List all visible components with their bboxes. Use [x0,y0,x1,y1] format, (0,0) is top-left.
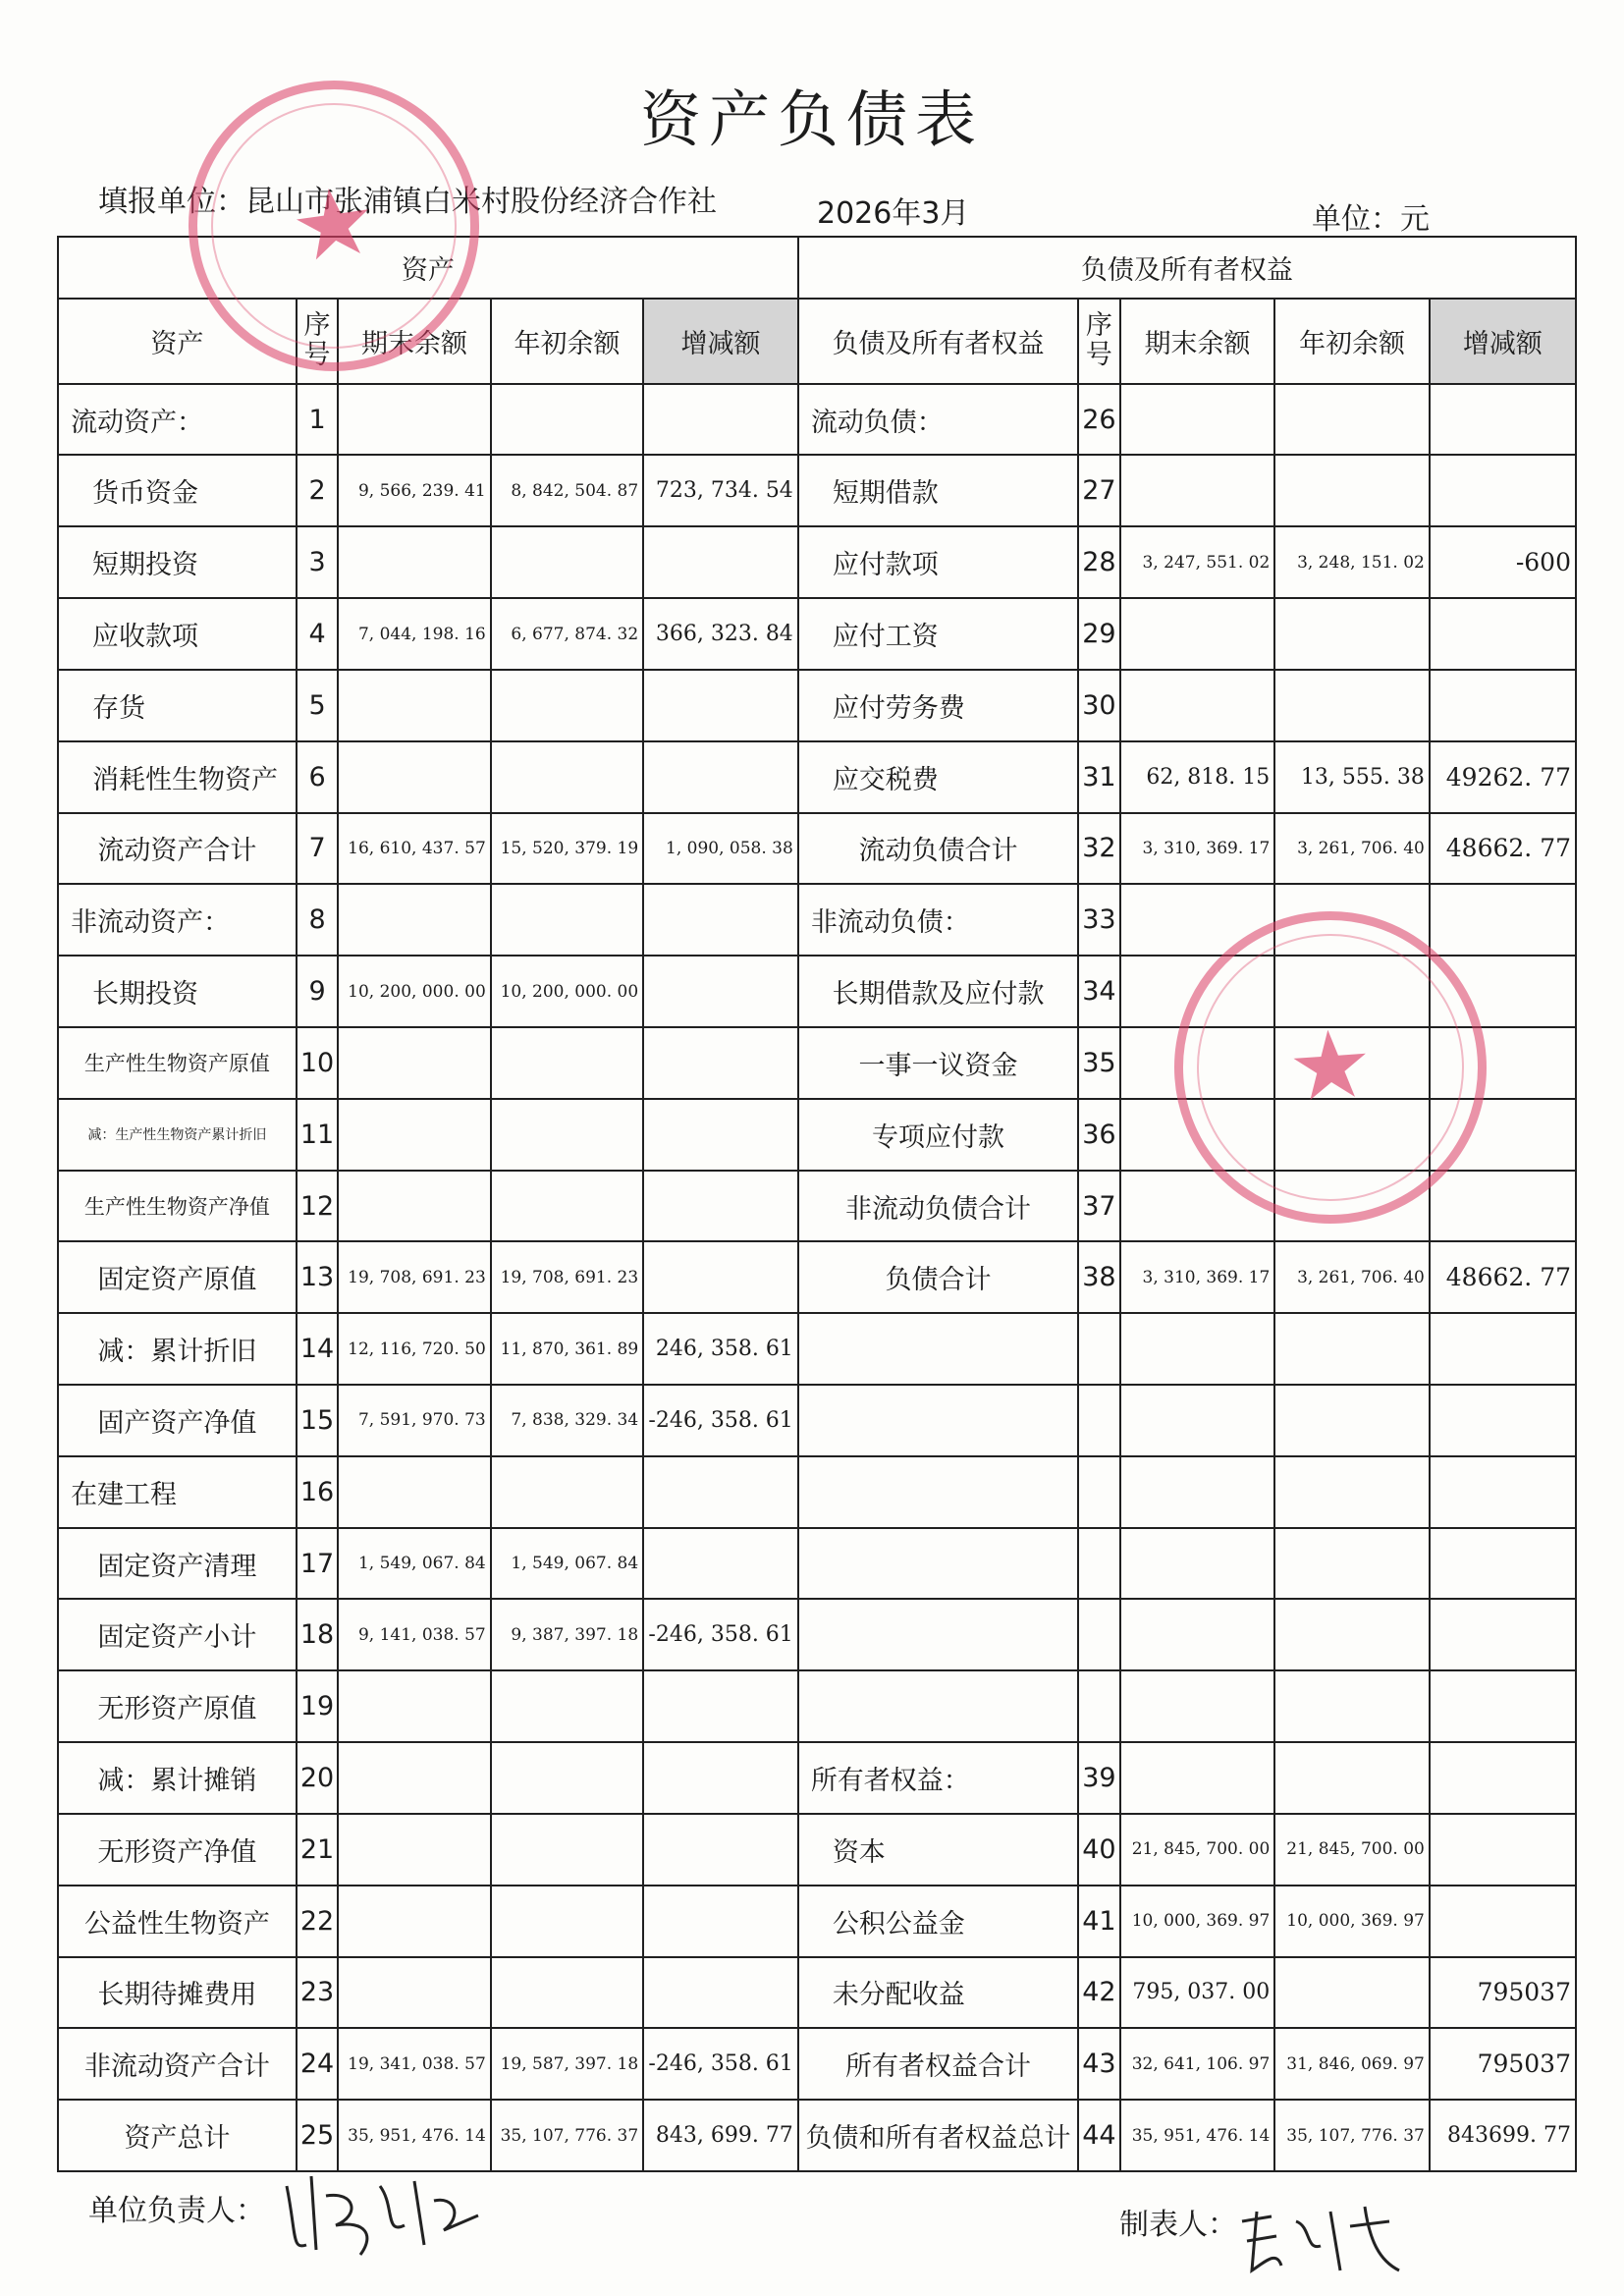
asset-end-balance [338,526,490,598]
liability-change [1430,1599,1576,1670]
liability-seq: 35 [1078,1027,1120,1099]
asset-begin-balance: 11, 870, 361. 89 [491,1313,643,1385]
table-row [58,1814,1576,1886]
liability-seq: 41 [1078,1886,1120,1957]
asset-change [643,1957,798,2029]
liability-seq: 34 [1078,956,1120,1027]
liability-seq: 38 [1078,1241,1120,1313]
asset-item: 流动资产： [58,384,297,456]
liability-begin-balance: 21, 845, 700. 00 [1274,1814,1430,1886]
liability-seq: 27 [1078,455,1120,526]
asset-change [643,1241,798,1313]
asset-seq: 9 [297,956,339,1027]
liability-end-balance [1120,884,1275,956]
page-title: 资产负债表 [639,83,984,155]
asset-seq: 2 [297,455,339,526]
responsible-label: 单位负责人： [88,2194,265,2228]
col-asset-item: 资产 [58,299,297,384]
liability-item: 长期借款及应付款 [798,956,1078,1027]
asset-change: 1, 090, 058. 38 [643,813,798,885]
col-liab-item: 负债及所有者权益 [798,299,1078,384]
liability-begin-balance [1274,384,1430,456]
liability-end-balance [1120,1670,1275,1742]
liability-end-balance [1120,1099,1275,1171]
liability-seq: 42 [1078,1957,1120,2029]
table-row [58,1456,1576,1528]
liability-change [1430,1886,1576,1957]
liability-begin-balance [1274,956,1430,1027]
asset-begin-balance [491,1670,643,1742]
asset-item: 存货 [58,670,297,741]
liability-begin-balance: 3, 248, 151. 02 [1274,526,1430,598]
asset-change [643,1456,798,1528]
liability-change [1430,1385,1576,1456]
asset-end-balance: 7, 044, 198. 16 [338,598,490,670]
asset-item: 短期投资 [58,526,297,598]
asset-change: 246, 358. 61 [643,1313,798,1385]
liability-begin-balance: 10, 000, 369. 97 [1274,1886,1430,1957]
liability-item: 负债和所有者权益总计 [798,2100,1078,2171]
preparer-signature [1232,2192,1409,2280]
liability-change [1430,1171,1576,1242]
asset-begin-balance: 6, 677, 874. 32 [491,598,643,670]
liability-item: 所有者权益合计 [798,2028,1078,2100]
asset-begin-balance: 10, 200, 000. 00 [491,956,643,1027]
preparer-label: 制表人： [1119,2208,1237,2242]
asset-item: 减：累计折旧 [58,1313,297,1385]
liability-begin-balance [1274,884,1430,956]
asset-end-balance [338,1886,490,1957]
asset-begin-balance: 1, 549, 067. 84 [491,1528,643,1600]
liability-end-balance [1120,455,1275,526]
liability-change: 795037 [1430,2028,1576,2100]
asset-change: 843, 699. 77 [643,2100,798,2171]
liability-seq: 36 [1078,1099,1120,1171]
liability-change [1430,884,1576,956]
liability-change [1430,956,1576,1027]
asset-item: 减：生产性生物资产累计折旧 [58,1099,297,1171]
asset-end-balance: 9, 566, 239. 41 [338,455,490,526]
liability-end-balance [1120,384,1275,456]
asset-seq: 16 [297,1456,339,1528]
asset-change [643,956,798,1027]
asset-item: 流动资产合计 [58,813,297,885]
liability-item: 应付工资 [798,598,1078,670]
reporting-unit: 填报单位：昆山市张浦镇白米村股份经济合作社 [98,185,717,219]
asset-end-balance [338,1027,490,1099]
liability-item: 非流动负债： [798,884,1078,956]
asset-seq: 21 [297,1814,339,1886]
liability-end-balance [1120,1171,1275,1242]
asset-change [643,884,798,956]
liability-item: 一事一议资金 [798,1027,1078,1099]
table-row [58,1385,1576,1456]
table-row [58,884,1576,956]
asset-seq: 7 [297,813,339,885]
table-row [58,2100,1576,2171]
liability-item: 专项应付款 [798,1099,1078,1171]
liability-item: 短期借款 [798,455,1078,526]
liability-begin-balance [1274,1670,1430,1742]
asset-begin-balance: 7, 838, 329. 34 [491,1385,643,1456]
asset-item: 无形资产原值 [58,1670,297,1742]
asset-begin-balance: 35, 107, 776. 37 [491,2100,643,2171]
asset-begin-balance [491,670,643,741]
liability-end-balance: 3, 310, 369. 17 [1120,1241,1275,1313]
seal-star-icon: ★ [284,163,384,285]
asset-seq: 1 [297,384,339,456]
asset-begin-balance [491,1742,643,1814]
asset-change [643,741,798,813]
liability-end-balance [1120,670,1275,741]
liability-end-balance: 35, 951, 476. 14 [1120,2100,1275,2171]
report-period: 2026年3月 [817,196,970,231]
liability-change [1430,1027,1576,1099]
liability-change: -600 [1430,526,1576,598]
asset-end-balance [338,741,490,813]
table-row [58,1528,1576,1600]
table-row [58,526,1576,598]
liability-item: 公积公益金 [798,1886,1078,1957]
asset-begin-balance [491,1957,643,2029]
liability-seq [1078,1385,1120,1456]
asset-begin-balance: 19, 587, 397. 18 [491,2028,643,2100]
liability-item: 应付劳务费 [798,670,1078,741]
asset-begin-balance: 19, 708, 691. 23 [491,1241,643,1313]
asset-seq: 12 [297,1171,339,1242]
table-row [58,2028,1576,2100]
asset-item: 资产总计 [58,2100,297,2171]
liability-change: 843699. 77 [1430,2100,1576,2171]
asset-seq: 11 [297,1099,339,1171]
liability-seq: 39 [1078,1742,1120,1814]
asset-item: 非流动资产： [58,884,297,956]
asset-begin-balance [491,1099,643,1171]
liability-begin-balance [1274,1313,1430,1385]
asset-end-balance [338,1670,490,1742]
asset-seq: 25 [297,2100,339,2171]
liability-end-balance: 795, 037. 00 [1120,1957,1275,2029]
asset-end-balance [338,1814,490,1886]
asset-change [643,384,798,456]
asset-change [643,1027,798,1099]
asset-change [643,1814,798,1886]
liability-end-balance: 3, 247, 551. 02 [1120,526,1275,598]
liability-change [1430,670,1576,741]
asset-item: 应收款项 [58,598,297,670]
asset-seq: 4 [297,598,339,670]
liability-item [798,1599,1078,1670]
asset-item: 固定资产小计 [58,1599,297,1670]
table-row [58,1599,1576,1670]
liability-begin-balance [1274,1957,1430,2029]
asset-seq: 19 [297,1670,339,1742]
table-row [58,384,1576,456]
asset-change [643,1099,798,1171]
asset-seq: 23 [297,1957,339,2029]
responsible-signature [267,2157,493,2265]
table-row [58,741,1576,813]
asset-begin-balance: 8, 842, 504. 87 [491,455,643,526]
currency-unit: 单位：元 [1312,202,1430,237]
liability-end-balance: 62, 818. 15 [1120,741,1275,813]
liability-item [798,1385,1078,1456]
liability-begin-balance [1274,455,1430,526]
asset-end-balance: 1, 549, 067. 84 [338,1528,490,1600]
liability-begin-balance [1274,670,1430,741]
liability-begin-balance [1274,598,1430,670]
asset-change [643,1886,798,1957]
asset-end-balance [338,1099,490,1171]
table-row [58,1027,1576,1099]
liability-change [1430,1814,1576,1886]
asset-end-balance [338,884,490,956]
asset-item: 生产性生物资产原值 [58,1027,297,1099]
liability-begin-balance [1274,1456,1430,1528]
asset-item: 固产资产净值 [58,1385,297,1456]
liability-begin-balance [1274,1171,1430,1242]
liability-end-balance [1120,1313,1275,1385]
asset-item: 消耗性生物资产 [58,741,297,813]
asset-change [643,526,798,598]
liability-begin-balance [1274,1099,1430,1171]
liability-change [1430,1313,1576,1385]
liability-end-balance: 32, 641, 106. 97 [1120,2028,1275,2100]
col-asset-begin: 年初余额 [491,299,643,384]
asset-begin-balance [491,1814,643,1886]
liability-begin-balance [1274,1528,1430,1600]
col-liab-change: 增减额 [1430,299,1576,384]
asset-begin-balance: 9, 387, 397. 18 [491,1599,643,1670]
asset-seq: 5 [297,670,339,741]
table-row [58,598,1576,670]
asset-item: 长期待摊费用 [58,1957,297,2029]
table-row [58,455,1576,526]
liability-change [1430,598,1576,670]
table-row [58,670,1576,741]
table-row [58,1241,1576,1313]
col-asset-change: 增减额 [643,299,798,384]
asset-end-balance: 12, 116, 720. 50 [338,1313,490,1385]
liability-item: 负债合计 [798,1241,1078,1313]
asset-item: 长期投资 [58,956,297,1027]
asset-begin-balance [491,526,643,598]
liability-change: 49262. 77 [1430,741,1576,813]
col-liab-end: 期末余额 [1120,299,1275,384]
liability-end-balance: 3, 310, 369. 17 [1120,813,1275,885]
liability-item: 应付款项 [798,526,1078,598]
liability-end-balance [1120,598,1275,670]
asset-seq: 8 [297,884,339,956]
liability-change [1430,1099,1576,1171]
asset-end-balance [338,670,490,741]
asset-seq: 13 [297,1241,339,1313]
balance-sheet-table [57,236,1577,2172]
liability-change [1430,1456,1576,1528]
liability-seq [1078,1456,1120,1528]
liability-seq: 28 [1078,526,1120,598]
liability-begin-balance [1274,1599,1430,1670]
asset-seq: 6 [297,741,339,813]
liability-change [1430,1670,1576,1742]
col-liab-begin: 年初余额 [1274,299,1430,384]
asset-change: 366, 323. 84 [643,598,798,670]
asset-item: 非流动资产合计 [58,2028,297,2100]
liability-begin-balance: 3, 261, 706. 40 [1274,813,1430,885]
asset-item: 减：累计摊销 [58,1742,297,1814]
asset-change: 723, 734. 54 [643,455,798,526]
liability-end-balance [1120,1599,1275,1670]
liability-seq: 26 [1078,384,1120,456]
liability-end-balance [1120,1456,1275,1528]
liability-item [798,1313,1078,1385]
liability-begin-balance [1274,1027,1430,1099]
asset-end-balance [338,1171,490,1242]
liability-change [1430,455,1576,526]
liability-end-balance [1120,1385,1275,1456]
liability-end-balance [1120,1027,1275,1099]
liability-seq [1078,1313,1120,1385]
asset-change [643,1670,798,1742]
liability-item: 未分配收益 [798,1957,1078,2029]
asset-begin-balance [491,884,643,956]
asset-end-balance [338,384,490,456]
table-row [58,1313,1576,1385]
asset-end-balance: 7, 591, 970. 73 [338,1385,490,1456]
col-liab-seq: 序 号 [1078,299,1120,384]
liability-change: 48662. 77 [1430,813,1576,885]
asset-end-balance: 16, 610, 437. 57 [338,813,490,885]
asset-end-balance: 10, 200, 000. 00 [338,956,490,1027]
liability-begin-balance: 13, 555. 38 [1274,741,1430,813]
assets-section-title: 资产 [58,237,798,299]
table-row [58,813,1576,885]
liability-item [798,1528,1078,1600]
liability-seq: 40 [1078,1814,1120,1886]
liability-begin-balance: 31, 846, 069. 97 [1274,2028,1430,2100]
asset-seq: 18 [297,1599,339,1670]
asset-begin-balance [491,1171,643,1242]
asset-change [643,1528,798,1600]
asset-begin-balance: 15, 520, 379. 19 [491,813,643,885]
liability-item: 所有者权益： [798,1742,1078,1814]
liability-end-balance: 21, 845, 700. 00 [1120,1814,1275,1886]
asset-begin-balance [491,741,643,813]
asset-seq: 10 [297,1027,339,1099]
asset-begin-balance [491,384,643,456]
asset-change: -246, 358. 61 [643,1599,798,1670]
asset-change [643,670,798,741]
asset-item: 货币资金 [58,455,297,526]
liability-begin-balance [1274,1385,1430,1456]
liability-seq [1078,1528,1120,1600]
table-row [58,1171,1576,1242]
asset-begin-balance [491,1886,643,1957]
asset-item: 公益性生物资产 [58,1886,297,1957]
liability-seq [1078,1599,1120,1670]
liability-begin-balance: 3, 261, 706. 40 [1274,1241,1430,1313]
liability-begin-balance [1274,1742,1430,1814]
liability-seq: 32 [1078,813,1120,885]
table-row [58,1957,1576,2029]
col-asset-end: 期末余额 [338,299,490,384]
asset-seq: 15 [297,1385,339,1456]
liability-seq: 43 [1078,2028,1120,2100]
asset-seq: 20 [297,1742,339,1814]
asset-seq: 24 [297,2028,339,2100]
asset-change [643,1171,798,1242]
liability-item: 流动负债合计 [798,813,1078,885]
table-row [58,1099,1576,1171]
asset-end-balance [338,1456,490,1528]
liability-item [798,1670,1078,1742]
liability-seq: 37 [1078,1171,1120,1242]
table-row [58,1742,1576,1814]
liability-seq [1078,1670,1120,1742]
liability-item [798,1456,1078,1528]
col-asset-seq: 序 号 [297,299,339,384]
asset-end-balance [338,1957,490,2029]
asset-end-balance [338,1742,490,1814]
asset-begin-balance [491,1027,643,1099]
asset-change: -246, 358. 61 [643,1385,798,1456]
liability-seq: 33 [1078,884,1120,956]
asset-seq: 14 [297,1313,339,1385]
liabilities-section-title: 负债及所有者权益 [798,237,1576,299]
seal-star-icon: ★ [1284,1008,1377,1123]
asset-change: -246, 358. 61 [643,2028,798,2100]
asset-begin-balance [491,1456,643,1528]
liability-end-balance: 10, 000, 369. 97 [1120,1886,1275,1957]
liability-change: 795037 [1430,1957,1576,2029]
asset-seq: 22 [297,1886,339,1957]
asset-item: 固定资产清理 [58,1528,297,1600]
liability-seq: 44 [1078,2100,1120,2171]
asset-item: 在建工程 [58,1456,297,1528]
asset-change [643,1742,798,1814]
asset-end-balance: 9, 141, 038. 57 [338,1599,490,1670]
liability-item: 非流动负债合计 [798,1171,1078,1242]
asset-item: 生产性生物资产净值 [58,1171,297,1242]
liability-item: 应交税费 [798,741,1078,813]
liability-item: 资本 [798,1814,1078,1886]
table-row [58,956,1576,1027]
asset-seq: 17 [297,1528,339,1600]
liability-change: 48662. 77 [1430,1241,1576,1313]
liability-end-balance [1120,1528,1275,1600]
table-row [58,1886,1576,1957]
liability-change [1430,1528,1576,1600]
liability-seq: 29 [1078,598,1120,670]
asset-seq: 3 [297,526,339,598]
liability-item: 流动负债： [798,384,1078,456]
liability-end-balance [1120,956,1275,1027]
liability-begin-balance: 35, 107, 776. 37 [1274,2100,1430,2171]
liability-seq: 30 [1078,670,1120,741]
asset-end-balance: 19, 341, 038. 57 [338,2028,490,2100]
liability-change [1430,1742,1576,1814]
liability-end-balance [1120,1742,1275,1814]
asset-item: 无形资产净值 [58,1814,297,1886]
liability-seq: 31 [1078,741,1120,813]
liability-change [1430,384,1576,456]
table-row [58,1670,1576,1742]
asset-end-balance: 19, 708, 691. 23 [338,1241,490,1313]
asset-end-balance: 35, 951, 476. 14 [338,2100,490,2171]
asset-item: 固定资产原值 [58,1241,297,1313]
